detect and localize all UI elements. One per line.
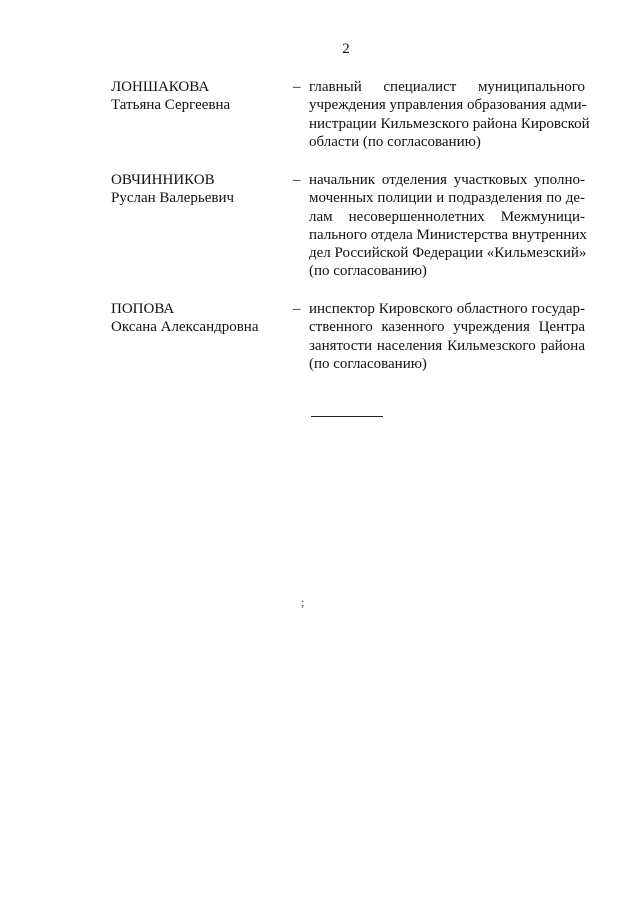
entry-dash: – (293, 79, 301, 95)
member-role (309, 300, 585, 373)
member-name (111, 78, 281, 115)
member-given-names: Татьяна Сергеевна (111, 97, 231, 114)
role-line: занятости населения Кильмезского района (309, 337, 585, 354)
role-line: инспектор Кировского областного государ- (309, 301, 585, 317)
entry-dash: – (293, 172, 301, 188)
role-line: дел Российской Федерации «Кильмезский» (309, 245, 587, 262)
role-line: начальник отделения участковых уполно- (309, 172, 585, 188)
entry-dash: – (293, 301, 301, 317)
end-of-list-rule (311, 416, 383, 417)
page-number: 2 (342, 41, 350, 57)
role-line: (по согласованию) (309, 355, 427, 372)
role-line: ственного казенного учреждения Центра (309, 319, 585, 336)
member-name (111, 300, 281, 337)
role-line: нистрации Кильмезского района Кировской (309, 115, 590, 132)
role-line: моченных полиции и подразделения по де- (309, 190, 585, 207)
role-line: пального отдела Министерства внутренних (309, 226, 587, 243)
page-mark: ; (301, 595, 305, 609)
role-line: учреждения управления образования адми- (309, 97, 587, 114)
role-line: области (по согласованию) (309, 133, 481, 150)
member-surname: ОВЧИННИКОВ (111, 172, 215, 188)
member-surname: ЛОНШАКОВА (111, 79, 210, 95)
role-line: главный специалист муниципального (309, 79, 585, 95)
member-role (309, 78, 590, 151)
member-name (111, 171, 281, 208)
member-surname: ПОПОВА (111, 301, 175, 317)
member-given-names: Оксана Александровна (111, 319, 259, 336)
role-line: лам несовершеннолетних Межмуници- (309, 208, 585, 225)
member-given-names: Руслан Валерьевич (111, 190, 235, 207)
member-role (309, 171, 585, 281)
role-line: (по согласованию) (309, 263, 427, 280)
